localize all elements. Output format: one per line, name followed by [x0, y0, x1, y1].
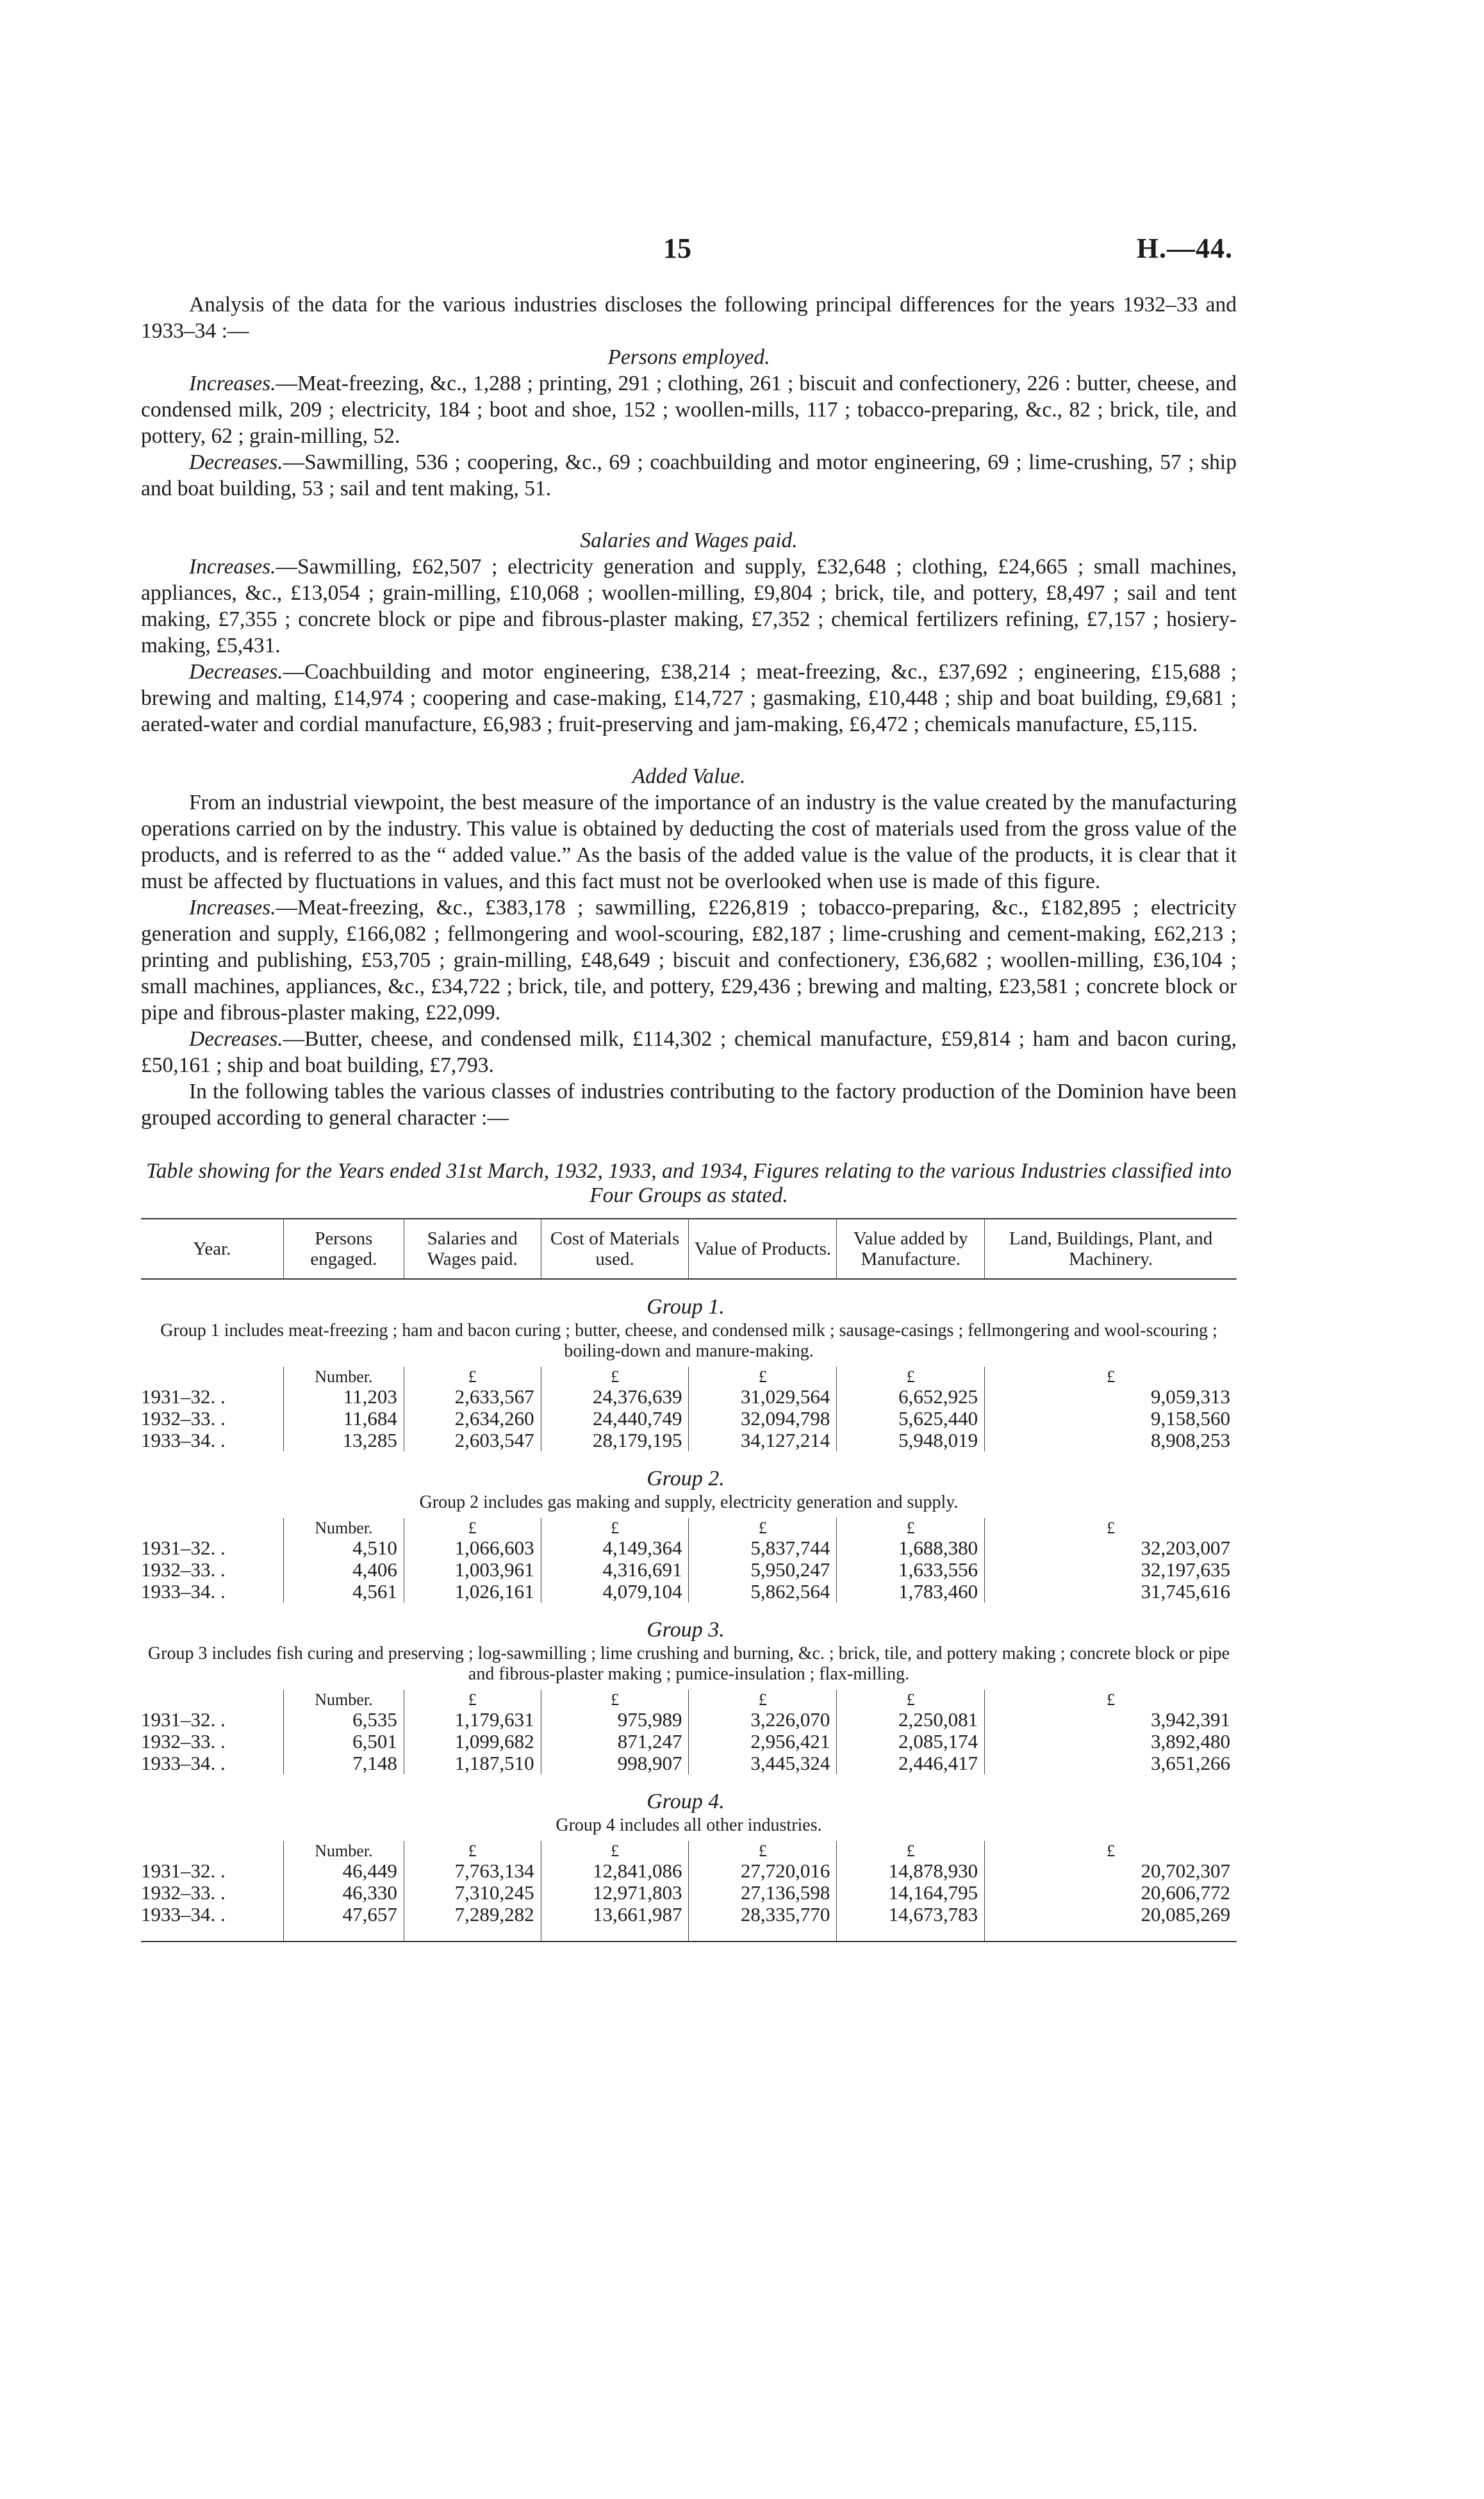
unit-pound: £	[541, 1518, 689, 1537]
persons-increases-text: —Meat-freezing, &c., 1,288 ; printing, 291 ; clothing, 261 ; biscuit and confectionery, 226 : butter, cheese, and condensed milk, 209 ; electricity, 184 ; boot and shoe, 152 ; woollen-mills, 117 ; tobacco-preparing, &c., 82 ; brick, tile, and pottery, 62 ; grain-milling, 52.	[141, 372, 1237, 448]
table-caption: Table showing for the Years ended 31st March, 1932, 1933, and 1934, Figures relating to the various Industries classified into Four Groups as stated.	[146, 1159, 1232, 1207]
table-cell: 27,136,598	[689, 1882, 837, 1904]
group-description: Group 4 includes all other industries.	[556, 1815, 822, 1835]
table-cell: 1932–33. .	[141, 1407, 226, 1430]
table-cell: 3,892,480	[985, 1731, 1237, 1753]
table-cell: 975,989	[541, 1709, 689, 1731]
table-cell: 2,446,417	[837, 1753, 985, 1774]
table-cell: 8,908,253	[985, 1430, 1237, 1451]
table-cell: 3,226,070	[689, 1709, 837, 1731]
added-decreases	[141, 1026, 1237, 1078]
table-cell: 1931–32. .	[141, 1708, 226, 1731]
units-row	[141, 1518, 1237, 1537]
table-row	[141, 1581, 1237, 1603]
table-cell: 1932–33. .	[141, 1558, 226, 1581]
table-cell: 1931–32. .	[141, 1385, 226, 1408]
table-cell: 4,561	[283, 1581, 404, 1603]
col-year: Year.	[193, 1239, 231, 1259]
group-description-row	[141, 1813, 1237, 1841]
added-value-paragraph: From an industrial viewpoint, the best measure of the importance of an industry is the value created by the manufacturing operations carried on by the industry. This value is obtained by deducting the cost of materials used from the gross value of the products, and is referred to as the “ added value.” As the basis of the added value is the value of the products, it is clear that it must be affected by fluctuations in values, and this fact must not be overlooked when use is made of this figure.	[141, 791, 1237, 893]
table-cell: 24,440,749	[541, 1408, 689, 1430]
table-cell: 1,633,556	[837, 1559, 985, 1581]
page-header	[0, 232, 1484, 270]
unit-pound: £	[985, 1518, 1237, 1537]
table-cell: 34,127,214	[689, 1430, 837, 1451]
table-body	[141, 1279, 1237, 1941]
unit-blank	[141, 1367, 283, 1386]
table-row	[141, 1386, 1237, 1408]
table-cell: 4,316,691	[541, 1559, 689, 1581]
unit-pound: £	[404, 1690, 541, 1709]
table-cell: 12,841,086	[541, 1860, 689, 1882]
table-row	[141, 1753, 1237, 1774]
table-cell: 4,149,364	[541, 1537, 689, 1559]
table-row	[141, 1882, 1237, 1904]
table-cell: 46,449	[283, 1860, 404, 1882]
added-increases-text: —Meat-freezing, &c., £383,178 ; sawmilling, £226,819 ; tobacco-preparing, &c., £182,895 ; electricity generation and supply, £166,082 ; fellmongering and wool-scouring, £82,187 ; lime-crushing and cement-making, £62,213 ; printing and publishing, £53,705 ; grain-milling, £48,649 ; biscuit and confectionery, £36,682 ; woollen-milling, £36,104 ; small machines, appliances, &c., £34,722 ; brick, tile, and pottery, £29,436 ; brewing and malting, £23,581 ; concrete block or pipe and fibrous-plaster making, £22,099.	[141, 896, 1237, 1025]
table-cell: 1933–34. .	[141, 1429, 226, 1451]
table-row	[141, 1408, 1237, 1430]
industry-groups-table	[141, 1218, 1237, 1941]
table-cell: 5,950,247	[689, 1559, 837, 1581]
table-cell: 7,763,134	[404, 1860, 541, 1882]
table-cell: 4,406	[283, 1559, 404, 1581]
group-description-row	[141, 1641, 1237, 1690]
table-cell: 32,094,798	[689, 1408, 837, 1430]
unit-pound: £	[541, 1690, 689, 1709]
group-description: Group 1 includes meat-freezing ; ham and bacon curing ; butter, cheese, and condensed milk ; sausage-casings ; fellmongering and wool-scouring ; boiling-down and manure-making.	[160, 1321, 1217, 1361]
table-cell: 3,942,391	[985, 1709, 1237, 1731]
col-added: Value added by Manufacture.	[837, 1219, 985, 1279]
unit-number: Number.	[283, 1690, 404, 1709]
table-cell: 32,203,007	[985, 1537, 1237, 1559]
table-cell: 20,085,269	[985, 1904, 1237, 1941]
unit-pound: £	[985, 1367, 1237, 1386]
col-land: Land, Buildings, Plant, and Machinery.	[985, 1219, 1237, 1279]
persons-decreases-text: —Sawmilling, 536 ; coopering, &c., 69 ; coachbuilding and motor engineering, 69 ; lime-crushing, 57 ; ship and boat building, 53 ; sail and tent making, 51.	[141, 450, 1237, 500]
unit-blank	[141, 1518, 283, 1537]
decreases-label: Decreases.	[189, 450, 283, 474]
unit-pound: £	[985, 1690, 1237, 1709]
table-cell: 2,085,174	[837, 1731, 985, 1753]
table-cell: 1931–32. .	[141, 1537, 226, 1559]
unit-pound: £	[837, 1518, 985, 1537]
table-cell: 12,971,803	[541, 1882, 689, 1904]
unit-pound: £	[404, 1367, 541, 1386]
group-title-row	[141, 1774, 1237, 1813]
salaries-increases-text: —Sawmilling, £62,507 ; electricity generation and supply, £32,648 ; clothing, £24,665 ; small machines, appliances, &c., £13,054 ; grain-milling, £10,068 ; woollen-milling, £9,804 ; brick, tile, and pottery, £8,497 ; sail and tent making, £7,355 ; concrete block or pipe and fibrous-plaster making, £7,352 ; chemical fertilizers refining, £7,157 ; hosiery-making, £5,431.	[141, 555, 1237, 657]
table-cell: 998,907	[541, 1753, 689, 1774]
unit-number: Number.	[283, 1518, 404, 1537]
unit-pound: £	[689, 1841, 837, 1860]
table-cell: 14,673,783	[837, 1904, 985, 1941]
group-title-row	[141, 1603, 1237, 1641]
table-cell: 1,099,682	[404, 1731, 541, 1753]
table-cell: 24,376,639	[541, 1386, 689, 1408]
increases-label: Increases.	[189, 555, 276, 579]
unit-number: Number.	[283, 1367, 404, 1386]
table-cell: 46,330	[283, 1882, 404, 1904]
unit-pound: £	[404, 1518, 541, 1537]
table-cell: 11,203	[283, 1386, 404, 1408]
table-cell: 1931–32. .	[141, 1860, 226, 1882]
units-row	[141, 1367, 1237, 1386]
page-number: 15	[663, 233, 691, 264]
table-cell: 27,720,016	[689, 1860, 837, 1882]
table-cell: 1,003,961	[404, 1559, 541, 1581]
table-cell: 5,862,564	[689, 1581, 837, 1603]
table-row	[141, 1559, 1237, 1581]
table-cell: 5,837,744	[689, 1537, 837, 1559]
table-cell: 32,197,635	[985, 1559, 1237, 1581]
table-cell: 14,878,930	[837, 1860, 985, 1882]
unit-pound: £	[837, 1690, 985, 1709]
table-cell: 20,702,307	[985, 1860, 1237, 1882]
table-cell: 2,633,567	[404, 1386, 541, 1408]
unit-blank	[141, 1841, 283, 1860]
table-cell: 6,501	[283, 1731, 404, 1753]
col-materials: Cost of Materials used.	[541, 1219, 689, 1279]
salaries-heading: Salaries and Wages paid.	[580, 529, 798, 552]
group-description: Group 2 includes gas making and supply, electricity generation and supply.	[419, 1492, 959, 1512]
table-cell: 4,079,104	[541, 1581, 689, 1603]
table-cell: 6,535	[283, 1709, 404, 1731]
col-salaries: Salaries and Wages paid.	[404, 1219, 541, 1279]
table-cell: 1,026,161	[404, 1581, 541, 1603]
table-cell: 1,688,380	[837, 1537, 985, 1559]
increases-label: Increases.	[189, 896, 276, 920]
unit-pound: £	[985, 1841, 1237, 1860]
group-description-row	[141, 1490, 1237, 1518]
page-content	[141, 292, 1237, 1942]
unit-pound: £	[689, 1518, 837, 1537]
unit-pound: £	[689, 1690, 837, 1709]
unit-pound: £	[689, 1367, 837, 1386]
table-cell: 47,657	[283, 1904, 404, 1941]
table-cell: 3,651,266	[985, 1753, 1237, 1774]
group-description: Group 3 includes fish curing and preserving ; log-sawmilling ; lime crushing and burning, &c. ; brick, tile, and pottery making ; concrete block or pipe and fibrous-plaster making ; pumice-insulation ; flax-milling.	[147, 1644, 1230, 1684]
table-cell: 1,187,510	[404, 1753, 541, 1774]
table-cell: 14,164,795	[837, 1882, 985, 1904]
table-cell: 28,179,195	[541, 1430, 689, 1451]
group-description-row	[141, 1318, 1237, 1367]
table-cell: 1,179,631	[404, 1709, 541, 1731]
table-cell: 4,510	[283, 1537, 404, 1559]
table-cell: 7,310,245	[404, 1882, 541, 1904]
table-cell: 1,066,603	[404, 1537, 541, 1559]
col-persons: Persons engaged.	[283, 1219, 404, 1279]
unit-pound: £	[837, 1367, 985, 1386]
group-title-row	[141, 1279, 1237, 1318]
tables-intro: In the following tables the various classes of industries contributing to the factory production of the Dominion have been grouped according to general character :—	[141, 1080, 1237, 1130]
table-cell: 6,652,925	[837, 1386, 985, 1408]
table-row	[141, 1731, 1237, 1753]
table-row	[141, 1904, 1237, 1941]
table-cell: 1933–34. .	[141, 1580, 226, 1603]
persons-decreases	[141, 449, 1237, 502]
table-cell: 1932–33. .	[141, 1881, 226, 1904]
table-cell: 2,603,547	[404, 1430, 541, 1451]
decreases-label: Decreases.	[189, 1027, 283, 1051]
added-decreases-text: —Butter, cheese, and condensed milk, £114,302 ; chemical manufacture, £59,814 ; ham and bacon curing, £50,161 ; ship and boat building, £7,793.	[141, 1027, 1237, 1077]
table-cell: 5,625,440	[837, 1408, 985, 1430]
units-row	[141, 1841, 1237, 1860]
table-bottom-rule	[141, 1941, 1237, 1942]
persons-increases	[141, 370, 1237, 449]
intro-paragraph: Analysis of the data for the various industries discloses the following principal differences for the years 1932–33 and 1933–34 :—	[141, 293, 1237, 343]
table-cell: 13,661,987	[541, 1904, 689, 1941]
unit-pound: £	[541, 1367, 689, 1386]
table-cell: 20,606,772	[985, 1882, 1237, 1904]
table-row	[141, 1430, 1237, 1451]
document-reference: H.—44.	[1136, 233, 1233, 264]
table-cell: 2,956,421	[689, 1731, 837, 1753]
salaries-decreases-text: —Coachbuilding and motor engineering, £38,214 ; meat-freezing, &c., £37,692 ; engineering, £15,688 ; brewing and malting, £14,974 ; coopering and case-making, £14,727 ; gasmaking, £10,448 ; ship and boat building, £9,681 ; aerated-water and cordial manufacture, £6,983 ; fruit-preserving and jam-making, £6,472 ; chemicals manufacture, £5,115.	[141, 660, 1237, 736]
group-title: Group 2.	[647, 1467, 725, 1490]
group-title: Group 1.	[647, 1295, 725, 1319]
table-cell: 28,335,770	[689, 1904, 837, 1941]
table-cell: 1933–34. .	[141, 1752, 226, 1774]
unit-blank	[141, 1690, 283, 1709]
table-cell: 31,745,616	[985, 1581, 1237, 1603]
group-title-row	[141, 1451, 1237, 1490]
unit-pound: £	[837, 1841, 985, 1860]
added-value-heading: Added Value.	[632, 764, 746, 788]
increases-label: Increases.	[189, 372, 276, 395]
group-title: Group 4.	[647, 1790, 725, 1813]
added-increases	[141, 895, 1237, 1026]
table-cell: 7,289,282	[404, 1904, 541, 1941]
decreases-label: Decreases.	[189, 660, 283, 684]
table-cell: 31,029,564	[689, 1386, 837, 1408]
table-cell: 2,634,260	[404, 1408, 541, 1430]
table-cell: 5,948,019	[837, 1430, 985, 1451]
table-cell: 871,247	[541, 1731, 689, 1753]
table-row	[141, 1860, 1237, 1882]
table-cell: 1932–33. .	[141, 1730, 226, 1753]
salaries-increases	[141, 554, 1237, 659]
table-cell: 9,158,560	[985, 1408, 1237, 1430]
table-cell: 2,250,081	[837, 1709, 985, 1731]
units-row	[141, 1690, 1237, 1709]
table-cell: 11,684	[283, 1408, 404, 1430]
col-products: Value of Products.	[689, 1219, 837, 1279]
group-title: Group 3.	[647, 1618, 725, 1642]
table-cell: 3,445,324	[689, 1753, 837, 1774]
table-row	[141, 1709, 1237, 1731]
table-cell: 7,148	[283, 1753, 404, 1774]
persons-heading: Persons employed.	[607, 345, 770, 369]
table-header-row	[141, 1219, 1237, 1279]
table-cell: 1933–34. .	[141, 1903, 226, 1926]
table-row	[141, 1537, 1237, 1559]
table-cell: 9,059,313	[985, 1386, 1237, 1408]
unit-pound: £	[541, 1841, 689, 1860]
unit-number: Number.	[283, 1841, 404, 1860]
salaries-decreases	[141, 659, 1237, 738]
table-cell: 1,783,460	[837, 1581, 985, 1603]
table-cell: 13,285	[283, 1430, 404, 1451]
unit-pound: £	[404, 1841, 541, 1860]
